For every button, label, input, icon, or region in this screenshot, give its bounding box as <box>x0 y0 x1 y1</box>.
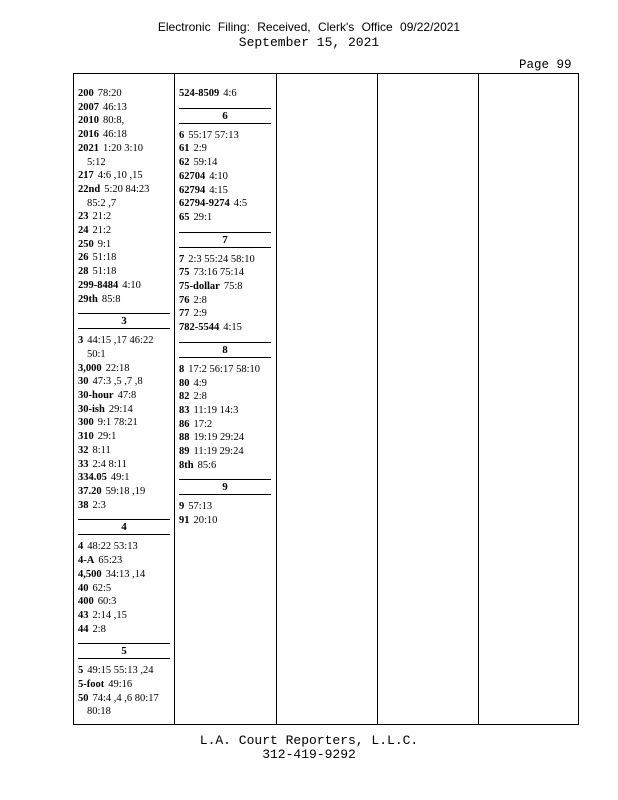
page-line-refs: 2:9 <box>193 308 207 320</box>
column-divider <box>377 74 378 724</box>
page-line-refs: 74:4 ,4 ,6 80:17 <box>92 692 159 704</box>
index-term: 80 <box>179 377 190 389</box>
index-entry <box>179 445 271 459</box>
index-entry <box>78 416 170 430</box>
index-entry <box>78 582 170 596</box>
page-line-refs: 51:18 <box>92 252 117 264</box>
index-term: 2021 <box>78 142 99 154</box>
index-term: 83 <box>179 404 190 416</box>
index-entry <box>179 418 271 432</box>
section-header <box>78 313 170 329</box>
index-term: 22nd <box>78 183 101 195</box>
index-term: 29th <box>78 293 98 305</box>
page-line-refs: 51:18 <box>92 266 117 278</box>
index-term: 62794 <box>179 184 206 196</box>
index-term: 4-A <box>78 555 95 567</box>
page-line-refs: 49:15 55:13 ,24 <box>87 665 154 677</box>
index-entry <box>78 471 170 485</box>
index-term: 782-5544 <box>179 322 220 334</box>
page-line-refs: 4:6 ,10 ,15 <box>97 170 143 182</box>
page-line-refs: 4:10 <box>209 170 228 182</box>
page-line-refs-continued: 85:2 ,7 <box>87 197 117 209</box>
index-term: 4 <box>78 541 84 553</box>
section-letter: 5 <box>121 645 127 658</box>
section-rule <box>179 123 271 124</box>
section-rule <box>179 247 271 248</box>
index-entry <box>78 403 170 417</box>
index-entry <box>179 363 271 377</box>
page-line-refs: 60:3 <box>97 596 117 608</box>
page-line-refs: 2:14 ,15 <box>92 609 127 621</box>
index-entry <box>78 279 170 293</box>
page-line-refs: 65:23 <box>98 555 123 567</box>
index-term: 5-foot <box>78 679 105 691</box>
index-term: 50 <box>78 692 89 704</box>
page-line-refs: 17:2 <box>193 418 213 430</box>
section-rule <box>78 658 170 659</box>
page-line-refs: 46:18 <box>103 129 127 141</box>
index-entry <box>78 540 170 554</box>
index-entry <box>78 265 170 279</box>
section-rule <box>179 357 271 358</box>
index-entry <box>78 430 170 444</box>
page-line-refs: 4:10 <box>122 279 141 291</box>
index-entry <box>179 280 271 294</box>
index-term: 28 <box>78 266 89 278</box>
index-term: 62 <box>179 157 190 169</box>
index-entry <box>78 678 170 692</box>
page-line-refs-continued: 5:12 <box>87 156 106 168</box>
index-entry <box>179 500 271 514</box>
page-line-refs: 21:2 <box>92 225 112 237</box>
reporter-phone: 312-419-9292 <box>262 747 356 762</box>
page-line-refs: 47:3 ,5 ,7 ,8 <box>92 376 143 388</box>
page-line-refs: 4:5 <box>233 198 248 210</box>
index-entry <box>179 294 271 308</box>
index-term: 65 <box>179 211 190 223</box>
index-entry <box>78 458 170 472</box>
index-entry <box>78 609 170 623</box>
index-entry <box>179 129 271 143</box>
section-header <box>179 342 271 358</box>
index-term: 9 <box>179 501 185 513</box>
index-term: 30-ish <box>78 403 105 415</box>
index-term: 75 <box>179 267 190 279</box>
index-entry <box>78 293 170 307</box>
page-line-refs: 85:6 <box>197 459 217 471</box>
index-term: 88 <box>179 432 190 444</box>
page-line-refs: 34:13 ,14 <box>105 568 146 580</box>
index-entry <box>78 485 170 499</box>
index-term: 217 <box>78 170 94 182</box>
page-line-refs: 2:4 8:11 <box>92 458 127 470</box>
page-line-refs: 47:8 <box>117 390 137 402</box>
index-entry <box>179 321 271 335</box>
index-term: 2016 <box>78 129 99 141</box>
index-entry <box>78 334 170 348</box>
page-line-refs-continued: 50:1 <box>87 348 106 360</box>
page-line-refs: 44:15 ,17 46:22 <box>87 335 154 347</box>
index-entry <box>179 404 271 418</box>
index-term: 38 <box>78 499 89 511</box>
section-letter: 8 <box>222 343 228 356</box>
index-entry <box>179 459 271 473</box>
column-divider <box>174 74 175 724</box>
page-line-refs-continued: 80:18 <box>87 706 111 718</box>
page-line-refs: 2:3 <box>92 499 106 511</box>
index-entry <box>78 499 170 513</box>
index-entry <box>78 444 170 458</box>
index-entry <box>78 568 170 582</box>
index-term: 40 <box>78 582 89 594</box>
index-term: 33 <box>78 458 89 470</box>
index-term: 61 <box>179 143 190 155</box>
index-entry <box>78 664 170 678</box>
section-rule <box>78 534 170 535</box>
index-entry <box>78 251 170 265</box>
page-line-refs: 29:14 <box>108 403 133 415</box>
index-term: 524-8509 <box>179 88 220 99</box>
page-line-refs: 4:6 <box>223 88 237 99</box>
index-entry <box>78 692 170 706</box>
hearing-date: September 15, 2021 <box>238 35 380 50</box>
index-entry <box>179 266 271 280</box>
index-entry <box>179 211 271 225</box>
index-term: 86 <box>179 418 190 430</box>
section-letter: 7 <box>222 233 228 246</box>
index-entry <box>78 114 170 128</box>
index-entry <box>179 87 271 101</box>
index-entry <box>179 142 271 156</box>
page-number: Page 99 <box>519 58 572 72</box>
page-line-refs: 55:17 57:13 <box>188 129 239 141</box>
index-entry <box>78 183 170 197</box>
page-line-refs: 4:15 <box>209 184 228 196</box>
page-line-refs: 2:8 <box>193 294 207 306</box>
index-entry <box>78 389 170 403</box>
section-rule <box>179 494 271 495</box>
index-term: 62704 <box>179 170 206 182</box>
index-column-2 <box>179 87 271 528</box>
index-entry <box>78 362 170 376</box>
page-line-refs: 4:9 <box>193 377 207 389</box>
section-letter: 9 <box>222 481 228 494</box>
page-line-refs: 20:10 <box>193 515 218 527</box>
column-divider <box>478 74 479 724</box>
page-line-refs: 59:18 ,19 <box>105 485 146 497</box>
index-entry <box>78 623 170 637</box>
index-term: 200 <box>78 88 94 99</box>
page-line-refs: 62:5 <box>92 582 112 594</box>
page-line-refs: 9:1 <box>97 238 112 250</box>
index-term: 76 <box>179 294 190 306</box>
page-line-refs: 21:2 <box>92 211 112 223</box>
index-term: 26 <box>78 252 89 264</box>
index-entry <box>179 377 271 391</box>
index-entry <box>179 170 271 184</box>
index-column-1 <box>78 87 170 719</box>
page-line-refs: 59:14 <box>193 157 218 169</box>
section-letter: 6 <box>222 109 228 122</box>
index-term: 2007 <box>78 101 99 113</box>
page-line-refs: 73:16 75:14 <box>193 267 244 279</box>
index-term: 310 <box>78 431 94 443</box>
page-line-refs: 2:9 <box>193 143 207 155</box>
section-letter: 3 <box>121 315 127 328</box>
word-index-table <box>73 73 579 725</box>
index-entry <box>78 128 170 142</box>
index-term: 23 <box>78 211 89 223</box>
index-term: 75-dollar <box>179 281 220 293</box>
index-entry <box>78 142 170 156</box>
index-term: 400 <box>78 596 94 608</box>
section-rule <box>78 328 170 329</box>
index-term: 91 <box>179 515 190 527</box>
filing-stamp: Electronic Filing: Received, Clerk's Office 09/22/2021 <box>157 20 461 34</box>
index-term: 82 <box>179 391 190 403</box>
page-line-refs: 29:1 <box>193 211 213 223</box>
page-line-refs: 29:1 <box>97 431 117 443</box>
index-term: 4,500 <box>78 568 102 580</box>
index-entry <box>78 210 170 224</box>
page-line-refs: 11:19 29:24 <box>193 446 244 458</box>
page-line-refs: 78:20 <box>97 88 122 99</box>
index-term: 250 <box>78 238 94 250</box>
column-divider <box>276 74 277 724</box>
section-header <box>179 232 271 248</box>
page-line-refs: 49:1 <box>110 472 130 484</box>
index-term: 24 <box>78 225 89 237</box>
page-line-refs: 5:20 84:23 <box>104 183 150 195</box>
page-line-refs: 85:8 <box>101 293 121 305</box>
page-line-refs: 46:13 <box>103 101 127 113</box>
index-entry <box>179 514 271 528</box>
index-entry <box>78 554 170 568</box>
page-line-refs: 75:8 <box>223 281 243 293</box>
section-header <box>78 519 170 535</box>
index-term: 30-hour <box>78 390 114 402</box>
index-term: 30 <box>78 376 89 388</box>
page-line-refs: 19:19 29:24 <box>193 432 244 444</box>
page-line-refs: 2:3 55:24 58:10 <box>188 253 255 265</box>
section-header <box>78 643 170 659</box>
index-term: 2010 <box>78 115 99 127</box>
index-entry <box>78 169 170 183</box>
index-term: 37.20 <box>78 485 102 497</box>
page-line-refs: 4:15 <box>223 322 242 334</box>
section-header <box>179 479 271 495</box>
index-entry <box>78 238 170 252</box>
index-term: 89 <box>179 446 190 458</box>
index-entry <box>179 156 271 170</box>
index-entry <box>179 253 271 267</box>
index-term: 32 <box>78 444 89 456</box>
page-line-refs: 57:13 <box>188 501 213 513</box>
page-line-refs: 11:19 14:3 <box>193 404 239 416</box>
index-term: 8 <box>179 363 185 375</box>
page-line-refs: 9:1 78:21 <box>97 417 138 429</box>
index-term: 7 <box>179 253 185 265</box>
index-entry <box>179 431 271 445</box>
section-letter: 4 <box>121 521 127 534</box>
index-term: 300 <box>78 417 94 429</box>
section-header <box>179 108 271 124</box>
index-term: 3 <box>78 335 84 347</box>
index-entry <box>78 375 170 389</box>
index-entry <box>78 595 170 609</box>
page-line-refs: 17:2 56:17 58:10 <box>188 363 261 375</box>
page-line-refs: 1:20 3:10 <box>103 142 143 154</box>
index-entry <box>179 390 271 404</box>
index-term: 334.05 <box>78 472 107 484</box>
page-line-refs: 2:8 <box>92 623 106 635</box>
index-term: 3,000 <box>78 362 102 374</box>
page-line-refs: 49:16 <box>108 679 133 691</box>
index-term: 299-8484 <box>78 279 119 291</box>
index-entry <box>78 87 170 101</box>
index-term: 44 <box>78 623 89 635</box>
index-term: 5 <box>78 665 84 677</box>
page-line-refs: 2:8 <box>193 391 207 403</box>
index-term: 77 <box>179 308 190 320</box>
index-entry <box>78 101 170 115</box>
page-line-refs: 8:11 <box>92 444 111 456</box>
page-line-refs: 22:18 <box>105 362 130 374</box>
index-entry <box>179 307 271 321</box>
index-entry <box>78 224 170 238</box>
page-line-refs: 80:8, <box>103 115 125 127</box>
index-term: 8th <box>179 459 194 471</box>
index-term: 43 <box>78 609 89 621</box>
reporter-name: L.A. Court Reporters, L.L.C. <box>199 733 419 748</box>
index-term: 6 <box>179 129 185 141</box>
index-entry <box>179 184 271 198</box>
index-term: 62794-9274 <box>179 198 230 210</box>
page-line-refs: 48:22 53:13 <box>87 541 138 553</box>
index-entry <box>179 197 271 211</box>
